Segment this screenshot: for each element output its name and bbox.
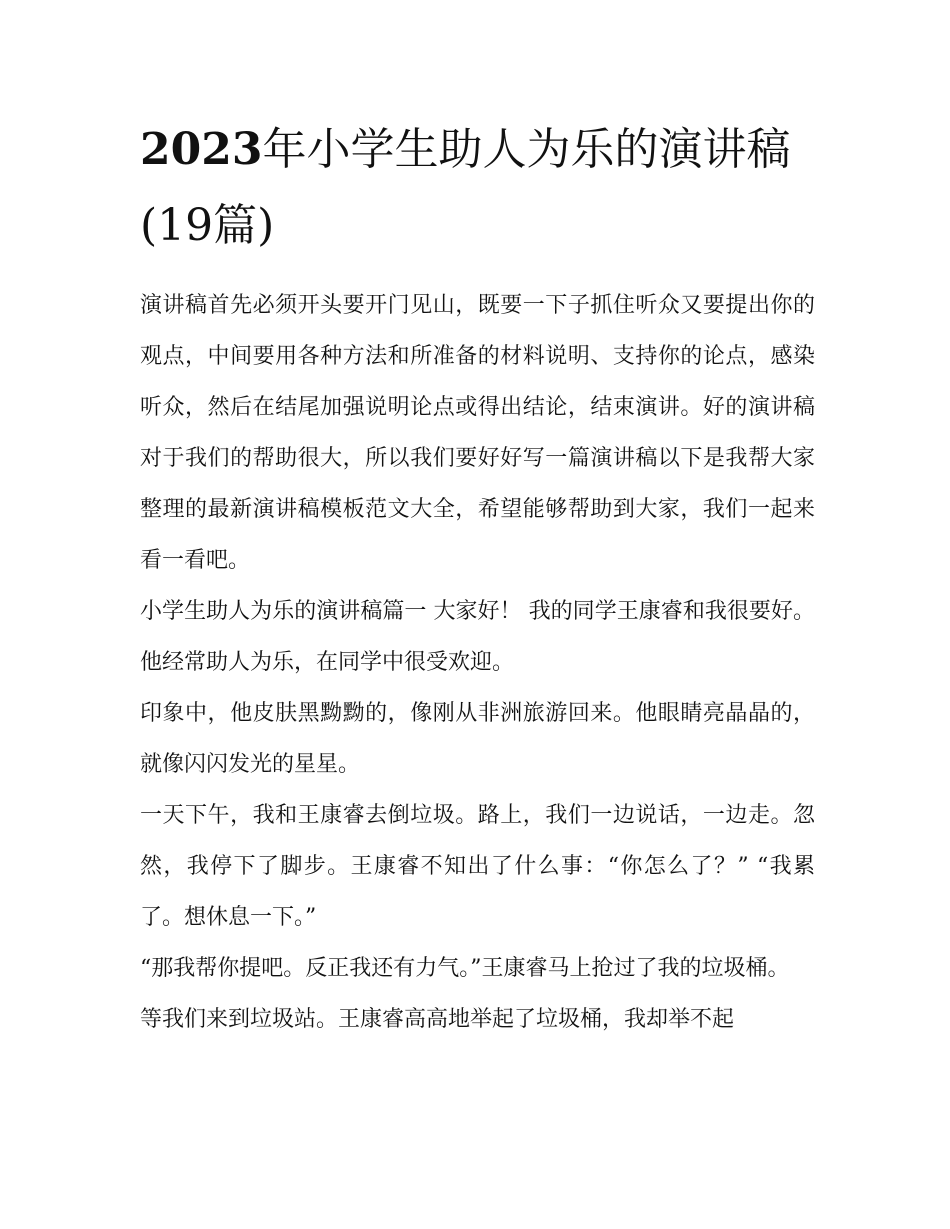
document-page: [140, 112, 815, 1045]
title-text: 年小学生助人为乐的演讲稿(19篇): [140, 124, 791, 251]
paragraph-5: 等我们来到垃圾站。王康睿高高地举起了垃圾桶，我却举不起: [140, 1007, 735, 1032]
document-title: [140, 112, 815, 264]
paragraph-intro: 演讲稿首先必须开头要开门见山，既要一下子抓住听众又要提出你的观点，中间要用各种方法和所准备的材料说明、支持你的论点，感染听众，然后在结尾加强说明论点或得出结论，结束演讲。好的演讲稿对于我们的帮助很大，所以我们要好好写一篇演讲稿以下是我帮大家整理的最新演讲稿模板范文大全，希望能够帮助到大家，我们一起来看一看吧。: [140, 293, 815, 573]
paragraph-3: 一天下午，我和王康睿去倒垃圾。路上，我们一边说话，一边走。忽然，我停下了脚步。王康睿不知出了什么事：“你怎么了？” “我累了。想休息一下。”: [140, 803, 815, 930]
title-year: 2023: [140, 124, 263, 175]
paragraph-2: 印象中，他皮肤黑黝黝的，像刚从非洲旅游回来。他眼睛亮晶晶的，就像闪闪发光的星星。: [140, 701, 815, 777]
paragraph-4: “那我帮你提吧。反正我还有力气。”王康睿马上抢过了我的垃圾桶。: [140, 956, 790, 981]
paragraph-1: 小学生助人为乐的演讲稿篇一 大家好！ 我的同学王康睿和我很要好。他经常助人为乐，在同学中很受欢迎。: [140, 599, 815, 675]
